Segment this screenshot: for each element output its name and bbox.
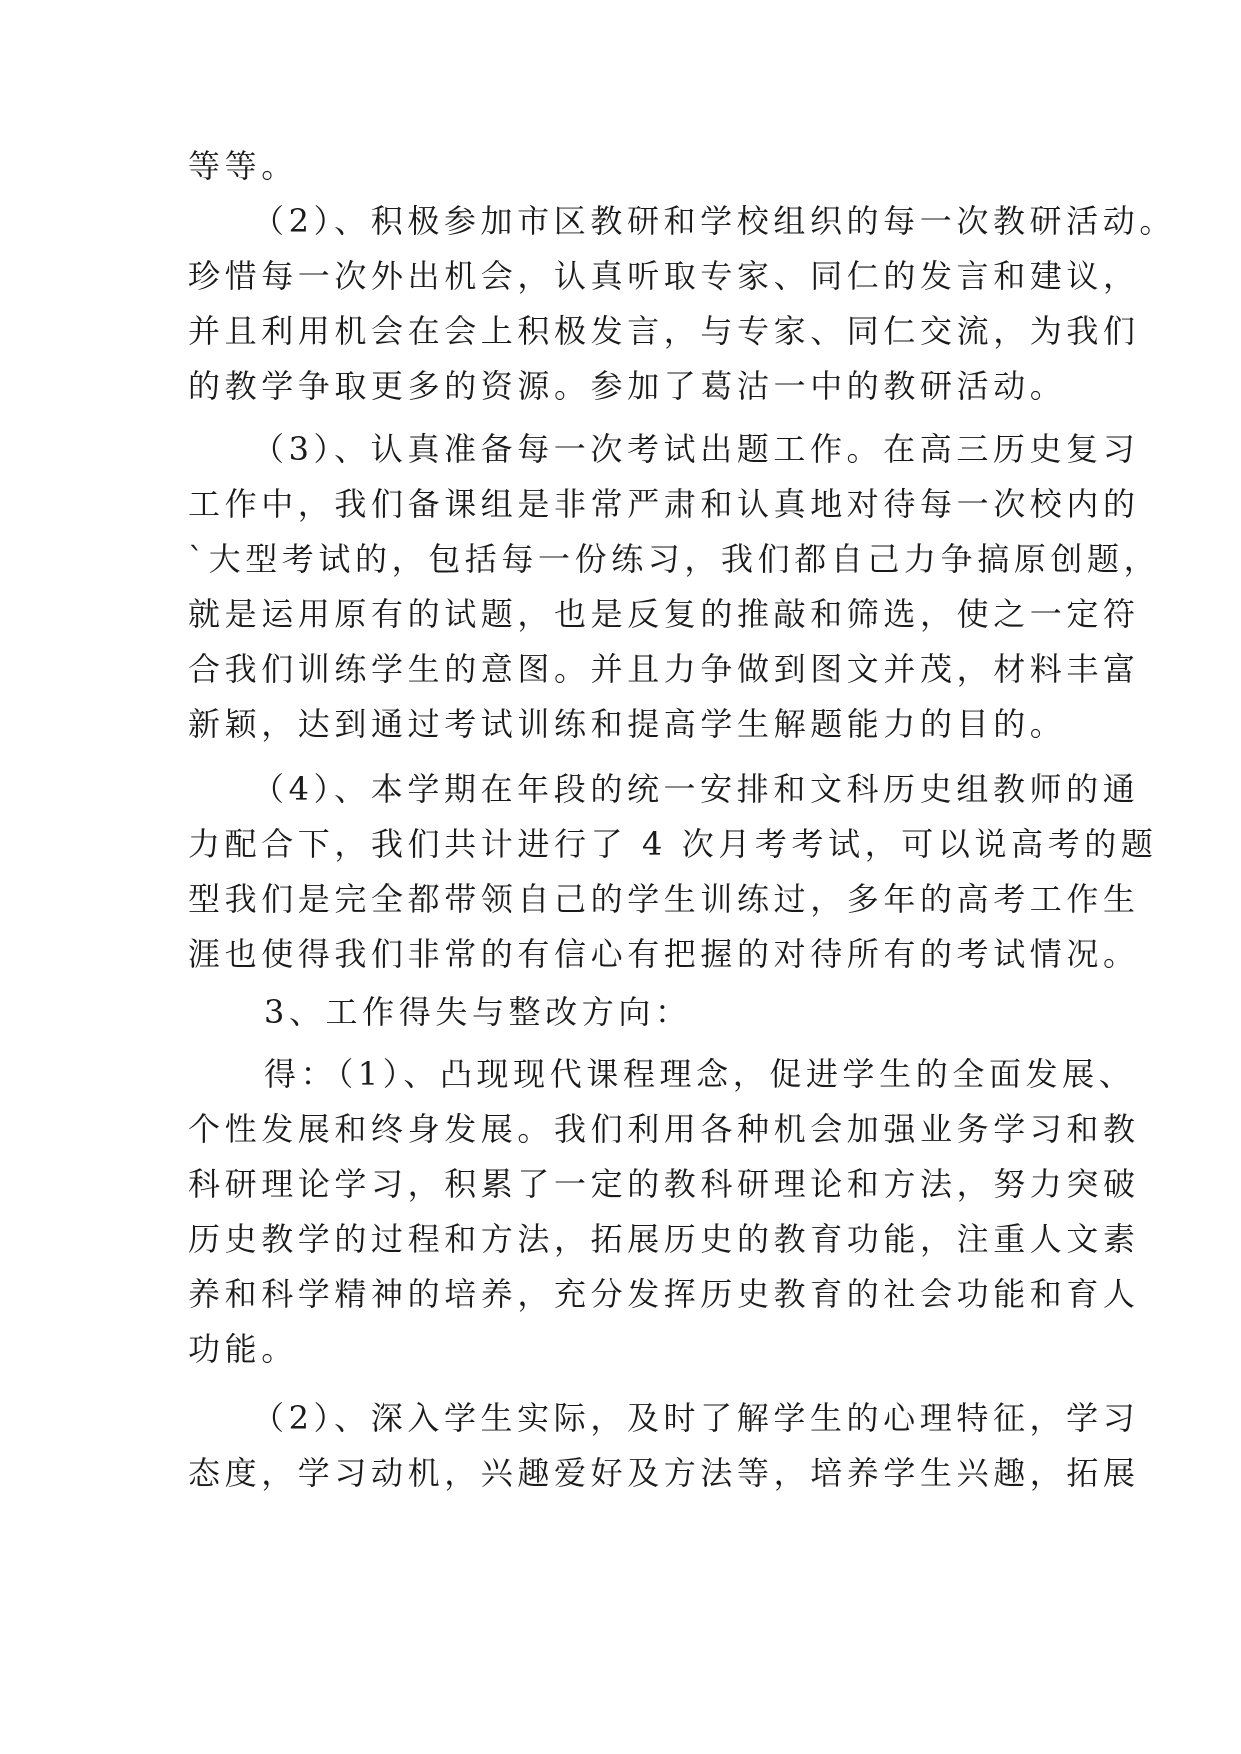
text-line: 的教学争取更多的资源。参加了葛沽一中的教研活动。 — [188, 367, 1067, 405]
text-line: 历史教学的过程和方法，拓展历史的教育功能，注重人文素 — [188, 1220, 1140, 1258]
text-line: 科研理论学习，积累了一定的教科研理论和方法，努力突破 — [188, 1165, 1140, 1203]
text-line: 新颖，达到通过考试训练和提高学生解题能力的目的。 — [188, 705, 1067, 743]
text-line: 功能。 — [188, 1330, 298, 1368]
text-line: 工作中，我们备课组是非常严肃和认真地对待每一次校内的 — [188, 485, 1140, 523]
text-line: 并且利用机会在会上积极发言，与专家、同仁交流，为我们 — [188, 312, 1140, 350]
text-line: 就是运用原有的试题，也是反复的推敲和筛选，使之一定符 — [188, 595, 1140, 633]
text-line: 个性发展和终身发展。我们利用各种机会加强业务学习和教 — [188, 1110, 1140, 1148]
text-line: （3）、认真准备每一次考试出题工作。在高三历史复习 — [252, 430, 1140, 468]
text-line: `大型考试的，包括每一份练习，我们都自己力争搞原创题， — [188, 540, 1161, 578]
text-line: 涯也使得我们非常的有信心有把握的对待所有的考试情况。 — [188, 935, 1140, 973]
text-line: 珍惜每一次外出机会，认真听取专家、同仁的发言和建议， — [188, 257, 1140, 295]
text-line: （2）、积极参加市区教研和学校组织的每一次教研活动。 — [252, 202, 1176, 240]
text-line: （4）、本学期在年段的统一安排和文科历史组教师的通 — [252, 770, 1140, 808]
text-line: 型我们是完全都带领自己的学生训练过，多年的高考工作生 — [188, 880, 1140, 918]
text-line: 态度，学习动机，兴趣爱好及方法等，培养学生兴趣，拓展 — [188, 1454, 1140, 1492]
text-line: 合我们训练学生的意图。并且力争做到图文并茂，材料丰富 — [188, 650, 1140, 688]
text-line: 得：（1）、凸现现代课程理念，促进学生的全面发展、 — [264, 1055, 1136, 1093]
text-line: 等等。 — [188, 147, 298, 185]
text-line: 力配合下，我们共计进行了 4 次月考考试，可以说高考的题 — [188, 825, 1158, 863]
text-line: （2）、深入学生实际，及时了解学生的心理特征，学习 — [252, 1399, 1140, 1437]
text-line: 养和科学精神的培养，充分发挥历史教育的社会功能和育人 — [188, 1275, 1140, 1313]
section-heading: 3、工作得失与整改方向： — [264, 993, 692, 1031]
